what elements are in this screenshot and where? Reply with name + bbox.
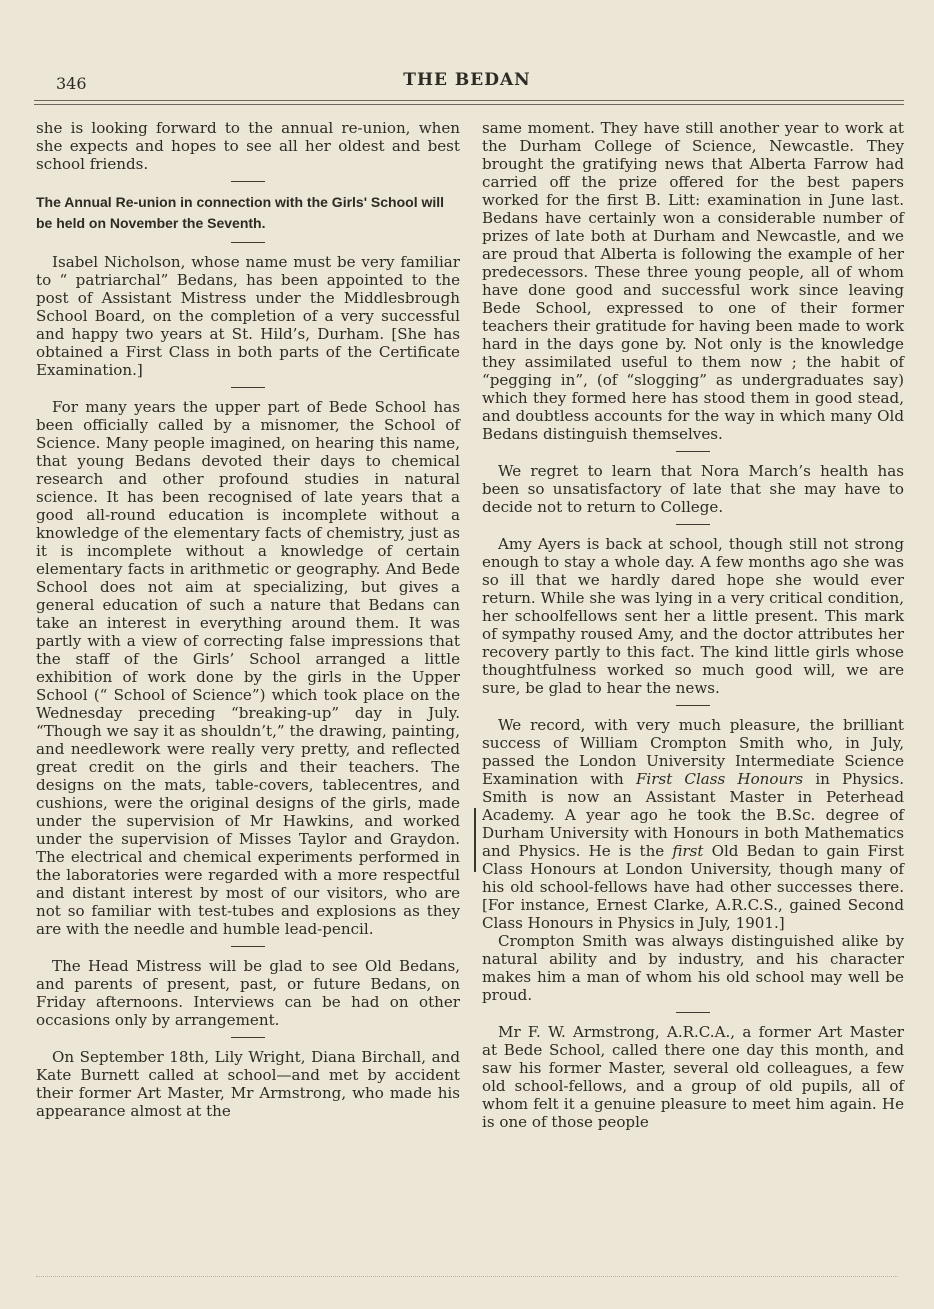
left-column [36, 119, 460, 1120]
smith-text-a: We record, with very much pleasure, the brilliant success of William Crompton Smith who, in July, passed the London University Intermediate Science Examination with [482, 716, 904, 788]
first-class-honours-emphasis: First Class Honours [635, 770, 804, 788]
paragraph-isabel-nicholson: Isabel Nicholson, whose name must be very familiar to “ patriarchal” Bedans, has been appointed to the post of Assistant Mistress under the Middlesbrough School Board, on the completion of a very successful and happy two years at St. Hild’s, Durham. [She has obtained a First Class in both parts of the Certificate Examination.] [36, 253, 460, 379]
paragraph-nora-march: We regret to learn that Nora March’s health has been so unsatisfactory of late that she may have to decide not to return to College. [482, 462, 904, 516]
smith-text-b: in Physics. Smith is now an Assistant Master in Peterhead Academy. A year ago he took the B.Sc. degree of Durham University with Honours in both Mathematics and Physics. He is the [482, 770, 904, 860]
section-separator [231, 946, 265, 947]
section-separator [676, 451, 710, 452]
section-separator [231, 242, 265, 243]
paragraph-crompton-smith-success [482, 716, 904, 932]
header-rule [34, 104, 904, 105]
smith-text-c: Old Bedan to gain First Class Honours at London University, though many of his old school-fellows have had other successes there. [For instance, Ernest Clarke, A.R.C.S., gained Second Class Honours in Physics in July, 1901.] [482, 842, 905, 932]
paragraph-head-mistress: The Head Mistress will be glad to see Old Bedans, and parents of present, past, or future Bedans, on Friday afternoons. Interviews can be had on other occasions only by arrangement. [36, 957, 460, 1029]
header-rule [34, 100, 904, 101]
section-separator [231, 387, 265, 388]
section-separator [231, 181, 265, 182]
section-separator [676, 524, 710, 525]
reunion-announcement-heading: The Annual Re-union in connection with the Girls' School will be held on November the Seventh. [36, 194, 445, 231]
paragraph-visit-continued: same moment. They have still another year to work at the Durham College of Science, Newcastle. They brought the gratifying news that Alberta Farrow had carried off the prize offered for the best papers worked for the first B. Litt: examination in June last. Bedans have certainly won a considerable number of prizes of late both at Durham and Newcastle, and we are proud that Alberta is following the example of her predecessors. These three young people, all of whom have done good and successful work since leaving Bede School, expressed to one of their former teachers their gratitude for having been made to work hard in the days gone by. Not only is the knowledge they assimilated useful to them now ; the habit of “pegging in”, (of “slogging” as undergraduates say) which they formed here has stood them in good stead, and doubtless accounts for the way in which many Old Bedans distinguish themselves. [482, 119, 904, 443]
paragraph-amy-ayers: Amy Ayers is back at school, though still not strong enough to stay a whole day. A few months ago she was so ill that we hardly dared hope she would ever return. While she was lying in a very critical condition, her schoolfellows sent her a little present. This mark of sympathy roused Amy, and the doctor attributes her recovery partly to this fact. The kind little girls whose thoughtfulness worked so much good will, we are sure, be glad to hear the news. [482, 535, 904, 697]
running-head-title: THE BEDAN [403, 70, 531, 90]
right-column [482, 119, 904, 1131]
section-separator [231, 1037, 265, 1038]
page-number: 346 [56, 74, 87, 93]
paragraph-reunion-continued: she is looking forward to the annual re-union, when she expects and hopes to see all her oldest and best school friends. [36, 119, 460, 173]
first-emphasis: first [672, 842, 704, 860]
section-separator [676, 1012, 710, 1013]
paragraph-crompton-character: Crompton Smith was always distinguished alike by natural ability and by industry, and his character makes him a man of whom his old school may well be proud. [482, 932, 904, 1004]
margin-mark [474, 808, 476, 872]
paragraph-school-of-science: For many years the upper part of Bede School has been officially called by a misnomer, the School of Science. Many people imagined, on hearing this name, that young Bedans devoted their days to chemical research and other profound studies in natural science. It has been recognised of late years that a good all-round education is incomplete without a knowledge of the elementary facts of chemistry, just as it is incomplete without a knowledge of certain elementary facts in arithmetic or geography. And Bede School does not aim at specializing, but gives a general education of such a nature that Bedans can take an interest in everything around them. It was partly with a view of correcting false impressions that the staff of the Girls’ School arranged a little exhibition of work done by the girls in the Upper School (“ School of Science”) which took place on the Wednesday preceding “breaking-up” day in July. “Though we say it as shouldn’t,” the drawing, painting, and needlework were really very pretty, and reflected great credit on the girls and their teachers. The designs on the mats, table-covers, tablecentres, and cushions, were the original designs of the girls, made under the supervision of Mr Hawkins, and worked under the supervision of Misses Taylor and Graydon. The electrical and chemical experiments performed in the laboratories were regarded with a more respectful and distant interest by most of our visitors, who are not so familiar with test-tubes and explosions as they are with the needle and humble lead-pencil. [36, 398, 460, 938]
paragraph-september-visit: On September 18th, Lily Wright, Diana Birchall, and Kate Burnett called at school—and met by accident their former Art Master, Mr Armstrong, who made his appearance almost at the [36, 1048, 460, 1120]
paragraph-armstrong: Mr F. W. Armstrong, A.R.C.A., a former Art Master at Bede School, called there one day this month, and saw his former Master, several old colleagues, a few old school-fellows, and a group of old pupils, all of whom felt it a genuine pleasure to meet him again. He is one of those people [482, 1023, 904, 1131]
smith-block [482, 716, 904, 932]
page-bottom-edge [36, 1276, 898, 1277]
section-separator [676, 705, 710, 706]
